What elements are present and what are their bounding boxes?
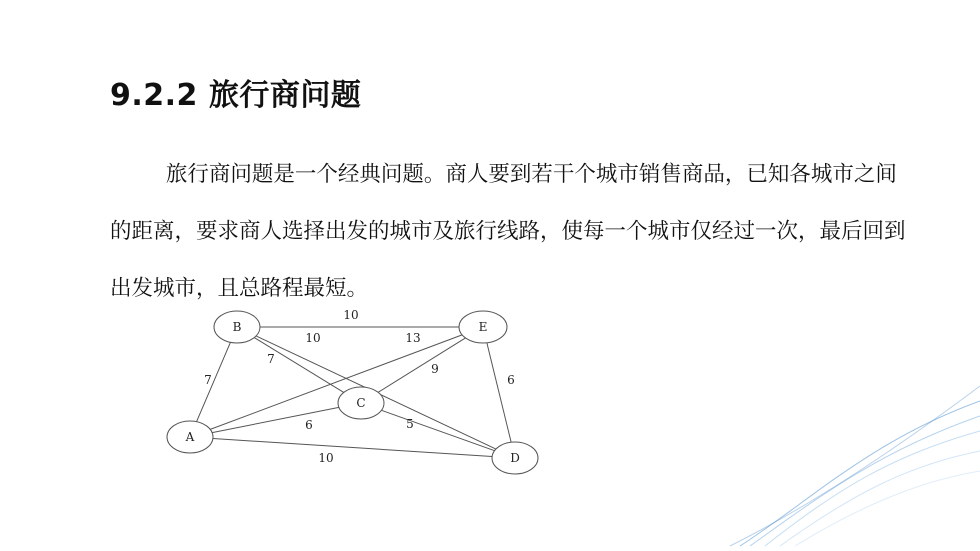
edge-C-E	[378, 338, 465, 392]
edge-A-C	[212, 407, 339, 432]
node-label-E: E	[478, 320, 488, 334]
slide-title: 9.2.2 旅行商问题	[110, 78, 362, 113]
wave-decoration	[720, 381, 980, 551]
node-label-C: C	[356, 396, 366, 410]
node-label-D: D	[510, 451, 520, 465]
edge-weight-A-D: 10	[318, 451, 334, 465]
paragraph-text: 旅行商问题是一个经典问题。商人要到若干个城市销售商品，已知各城市之间的距离，要求商人选择出发的城市及旅行线路，使每一个城市仅经过一次，最后回到出发城市，且总路程最短。	[110, 162, 906, 301]
edge-weight-A-E: 13	[405, 331, 421, 345]
edge-weight-B-C: 7	[267, 352, 275, 366]
edge-A-D	[213, 438, 492, 456]
node-label-A: A	[185, 430, 195, 444]
edge-weight-C-D: 5	[406, 417, 414, 431]
edge-weight-B-A: 7	[204, 373, 212, 387]
edge-B-A	[197, 342, 231, 421]
edge-C-D	[381, 410, 494, 450]
edge-weight-E-D: 6	[507, 373, 515, 387]
edge-weight-C-E: 9	[431, 362, 439, 376]
edge-E-D	[487, 343, 511, 442]
edge-weight-B-D: 10	[305, 331, 321, 345]
edge-weight-B-E: 10	[343, 308, 359, 322]
edge-weight-A-C: 6	[305, 418, 313, 432]
node-label-B: B	[232, 320, 242, 334]
